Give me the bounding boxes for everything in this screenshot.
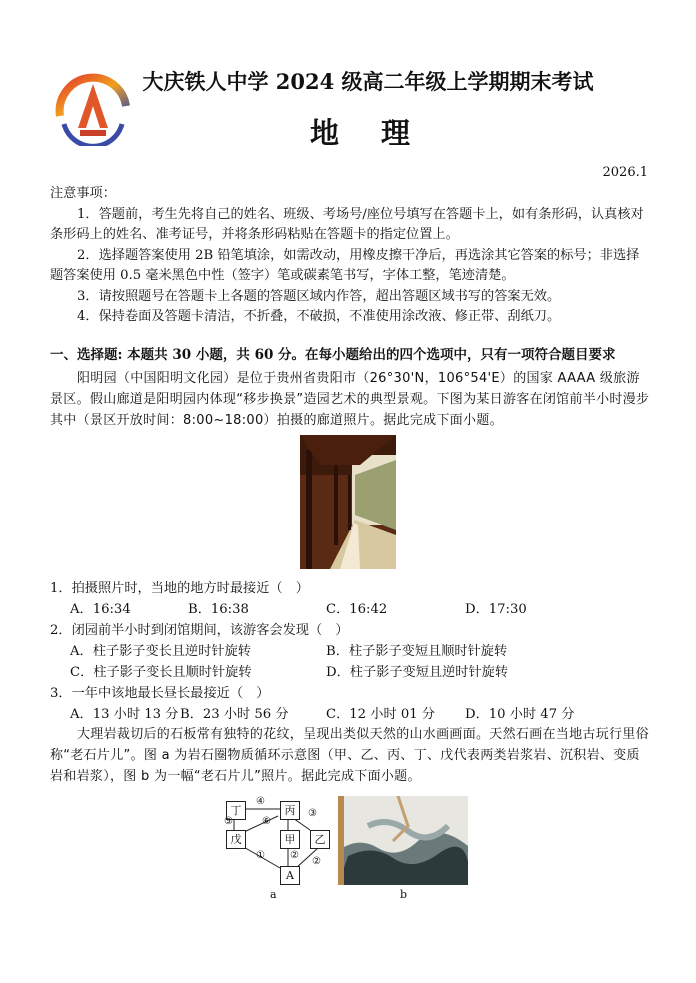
subject-title: 地 理 bbox=[309, 116, 427, 150]
stone-painting-photo bbox=[338, 796, 468, 885]
arrow-label-2a: ② bbox=[290, 850, 299, 861]
question-1 bbox=[50, 578, 650, 620]
notice-heading: 注意事项： bbox=[50, 186, 116, 201]
box-a: A bbox=[280, 866, 300, 885]
question-3 bbox=[50, 683, 650, 725]
option-c[interactable]: C．16:42 bbox=[326, 602, 388, 617]
notice-item: 3．请按照题号在答题卡上各题的答题区域内作答，超出答题区域书写的答案无效。 bbox=[77, 288, 561, 304]
option-d[interactable]: D．17:30 bbox=[465, 602, 527, 617]
corridor-photo bbox=[300, 435, 396, 569]
option-a[interactable]: A．柱子影子变长且逆时针旋转 bbox=[70, 644, 251, 659]
question-stem: 1．拍摄照片时，当地的地方时最接近（ ） bbox=[50, 581, 309, 596]
option-c[interactable]: C．12 小时 01 分 bbox=[326, 707, 435, 722]
notice-item: 1．答题前，考生先将自己的姓名、班级、考场号/座位号填写在答题卡上，如有条形码，认真核对条形码上的姓名、准考证号，并将条形码粘贴在答题卡的指定位置上。 bbox=[50, 206, 644, 242]
box-ding: 丁 bbox=[226, 801, 246, 820]
caption-b: b bbox=[400, 888, 408, 901]
option-b[interactable]: B．16:38 bbox=[188, 602, 249, 617]
box-wu: 戊 bbox=[226, 830, 246, 849]
option-c[interactable]: C．柱子影子变长且顺时针旋转 bbox=[70, 665, 252, 680]
passage-2 bbox=[50, 724, 650, 787]
option-d[interactable]: D．柱子影子变短且逆时针旋转 bbox=[326, 665, 509, 680]
passage-1-text: 阳明园（中国阳明文化园）是位于贵州省贵阳市（26°30'N，106°54'E）的国家 AAAA 级旅游景区。假山廊道是阳明园内体现“移步换景”造园艺术的典型景观。下图为某日游客在闭馆前半小时漫步其中（景区开放时间：8:00~18:00）拍摄的廊道照片。据此完成下面小题。 bbox=[50, 371, 650, 428]
box-bing: 丙 bbox=[280, 801, 300, 820]
section-heading: 一、选择题: 本题共 30 小题，共 60 分。在每小题给出的四个选项中，只有一项符合题目要求 bbox=[50, 347, 616, 363]
passage-1 bbox=[50, 368, 650, 431]
arrow-label-6: ⑥ bbox=[262, 816, 271, 827]
option-a[interactable]: A．13 小时 13 分 bbox=[70, 707, 179, 722]
option-a[interactable]: A．16:34 bbox=[70, 602, 131, 617]
notice-block bbox=[50, 184, 650, 328]
passage-2-text: 大理岩裁切后的石板常有独特的花纹，呈现出类似天然的山水画画面。天然石画在当地古玩行里俗称“老石片儿”。图 a 为岩石圈物质循环示意图（甲、乙、丙、丁、戊代表两类岩浆岩、沉积岩、变质岩和岩浆），图 b 为一幅“老石片儿”照片。据此完成下面小题。 bbox=[50, 727, 649, 784]
option-b[interactable]: B．23 小时 56 分 bbox=[180, 707, 289, 722]
exam-date: 2026.1 bbox=[602, 165, 648, 180]
exam-title: 大庆铁人中学 2024 级高二年级上学期期末考试 bbox=[142, 69, 594, 94]
box-jia: 甲 bbox=[280, 830, 300, 849]
arrow-label-3: ③ bbox=[308, 808, 317, 819]
arrow-label-1: ① bbox=[256, 850, 265, 861]
caption-a: a bbox=[270, 888, 277, 901]
arrow-label-2b: ② bbox=[312, 856, 321, 867]
box-yi: 乙 bbox=[310, 830, 330, 849]
question-stem: 3．一年中该地最长昼长最接近（ ） bbox=[50, 686, 270, 701]
rock-cycle-diagram bbox=[222, 796, 332, 886]
notice-item: 4．保持卷面及答题卡清洁，不折叠，不破损，不准使用涂改液、修正带、刮纸刀。 bbox=[77, 309, 561, 324]
arrow-label-4: ④ bbox=[256, 796, 265, 807]
question-stem: 2．闭园前半小时到闭馆期间，该游客会发现（ ） bbox=[50, 623, 349, 638]
option-b[interactable]: B．柱子影子变短且顺时针旋转 bbox=[326, 644, 508, 659]
arrow-label-5: ⑤ bbox=[224, 816, 233, 827]
notice-item: 2．选择题答案使用 2B 铅笔填涂，如需改动，用橡皮擦干净后，再选涂其它答案的标号；非选择题答案使用 0.5 毫米黑色中性（签字）笔或碳素笔书写，字体工整，笔迹清楚。 bbox=[50, 247, 640, 283]
question-2 bbox=[50, 620, 650, 683]
option-d[interactable]: D．10 小时 47 分 bbox=[465, 707, 575, 722]
